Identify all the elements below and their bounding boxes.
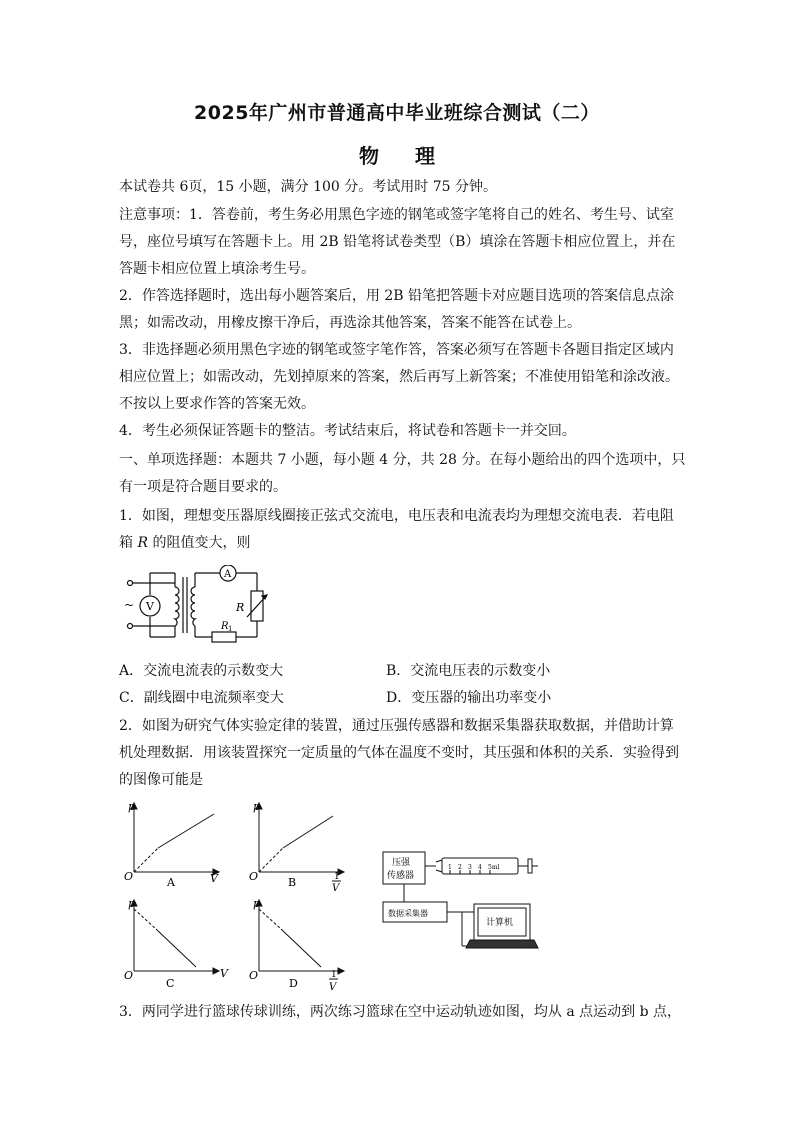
syringe-scale-2: 2 bbox=[458, 864, 462, 871]
graph-d-ylabel: p bbox=[253, 897, 261, 910]
graph-a-label: A bbox=[167, 876, 175, 889]
graph-d-xlabel-denominator: V bbox=[329, 982, 337, 993]
section-heading-line: 一、单项选择题：本题共 7 小题，每小题 4 分，共 28 分。在每小题给出的四个选项中，只 bbox=[119, 452, 686, 468]
question-1-stem: 1．如图，理想变压器原线圈接正弦式交流电，电压表和电流表均为理想交流电表．若电阻 bbox=[119, 508, 674, 524]
collector-label: 数据采集器 bbox=[388, 909, 428, 918]
instruction-line: 相应位置上；如需改动，先划掉原来的答案，然后再写上新答案；不准使用铅笔和涂改液。 bbox=[119, 369, 679, 385]
instruction-line: 号，座位号填写在答题卡上。用 2B 铅笔将试卷类型（B）填涂在答题卡相应位置上，并在 bbox=[119, 234, 676, 250]
section-heading-line: 有一项是符合题目要求的。 bbox=[119, 479, 287, 495]
question-1-stem bbox=[119, 533, 250, 553]
graph-d-label: D bbox=[289, 977, 298, 990]
transformer-circuit-figure bbox=[120, 565, 270, 645]
q1-option-a: A．交流电流表的示数变大 bbox=[119, 663, 284, 679]
fixed-resistor bbox=[212, 632, 236, 642]
instruction-line: 3．非选择题必须用黑色字迹的钢笔或签字笔作答，答案必须写在答题卡各题目指定区域内 bbox=[119, 342, 674, 358]
graph-a bbox=[120, 800, 230, 895]
resistor-R-label: R bbox=[236, 601, 245, 614]
question-2-stem: 2．如图为研究气体实验定律的装置，通过压强传感器和数据采集器获取数据，并借助计算 bbox=[119, 718, 674, 734]
resistor-R1-subscript: 1 bbox=[228, 625, 233, 633]
question-2-stem: 机处理数据．用该装置探究一定质量的气体在温度不变时，其压强和体积的关系．实验得到 bbox=[119, 745, 679, 761]
graph-d bbox=[245, 895, 355, 995]
graph-a-xlabel: V bbox=[210, 872, 218, 885]
syringe-scale-1: 1 bbox=[448, 864, 452, 871]
q1-option-d: D．变压器的输出功率变小 bbox=[386, 690, 552, 706]
graph-c-origin: O bbox=[124, 969, 134, 982]
syringe-scale-5ml: 5ml bbox=[488, 864, 500, 871]
graph-b-xlabel-denominator: V bbox=[332, 883, 340, 894]
instruction-line: 本试卷共 6页，15 小题，满分 100 分。考试用时 75 分钟。 bbox=[119, 179, 497, 195]
graph-a-origin: O bbox=[124, 870, 134, 883]
graph-b-label: B bbox=[288, 876, 297, 889]
syringe-scale-3: 3 bbox=[468, 864, 472, 871]
graph-c-ylabel: p bbox=[128, 897, 136, 910]
syringe-scale-4: 4 bbox=[478, 864, 482, 871]
graph-a-ylabel: p bbox=[128, 800, 136, 813]
q1-option-c: C．副线圈中电流频率变大 bbox=[119, 690, 284, 706]
q1-variable-R: R bbox=[137, 535, 148, 551]
instruction-line: 答题卡相应位置上填涂考生号。 bbox=[119, 261, 315, 277]
q1-stem-prefix: 箱 bbox=[119, 535, 138, 551]
instruction-line: 注意事项：1．答卷前，考生务必用黑色字迹的钢笔或签字笔将自己的姓名、考生号、试室 bbox=[119, 207, 674, 223]
graph-b-origin: O bbox=[249, 870, 259, 883]
sensor-label-line2: 传感器 bbox=[387, 871, 415, 881]
graph-b-xlabel-numerator: 1 bbox=[334, 872, 340, 882]
graph-c bbox=[120, 895, 230, 995]
sensor-label-line1: 压强 bbox=[392, 858, 411, 868]
instruction-line: 黑；如需改动，用橡皮擦干净后，再选涂其他答案，答案不能答在试卷上。 bbox=[119, 315, 581, 331]
graph-d-xlabel-numerator: 1 bbox=[331, 970, 337, 980]
question-2-stem: 的图像可能是 bbox=[119, 772, 203, 788]
ac-symbol: ~ bbox=[124, 598, 135, 612]
instruction-line: 不按以上要求作答的答案无效。 bbox=[119, 396, 315, 412]
instruction-line: 2．作答选择题时，选出每小题答案后，用 2B 铅笔把答题卡对应题目选项的答案信息点涂 bbox=[119, 288, 675, 304]
laptop-base bbox=[466, 940, 538, 948]
voltmeter-label: V bbox=[146, 600, 154, 613]
question-3-stem: 3．两同学进行篮球传球训练，两次练习篮球在空中运动轨迹如图，均从 a 点运动到 b 点， bbox=[119, 1004, 682, 1020]
q1-stem-suffix: 的阻值变大，则 bbox=[148, 535, 251, 551]
graph-c-xlabel: V bbox=[220, 967, 228, 980]
instruction-line: 4．考生必须保证答题卡的整洁。考试结束后，将试卷和答题卡一并交回。 bbox=[119, 423, 576, 439]
graph-c-label: C bbox=[166, 977, 175, 990]
graph-b-ylabel: p bbox=[253, 800, 261, 813]
q1-option-b: B．交流电压表的示数变小 bbox=[386, 663, 551, 679]
graph-b bbox=[245, 800, 355, 895]
exam-title: 2025年广州市普通高中毕业班综合测试（二） bbox=[194, 102, 600, 124]
ammeter-label: A bbox=[224, 569, 232, 580]
subject-char-2: 理 bbox=[415, 144, 435, 168]
gas-law-apparatus-figure bbox=[378, 840, 548, 955]
computer-label: 计算机 bbox=[486, 918, 514, 928]
graph-d-origin: O bbox=[249, 969, 259, 982]
subject-title bbox=[0, 140, 794, 169]
resistor-R1-label: R bbox=[221, 621, 229, 632]
subject-char-1: 物 bbox=[359, 144, 379, 168]
